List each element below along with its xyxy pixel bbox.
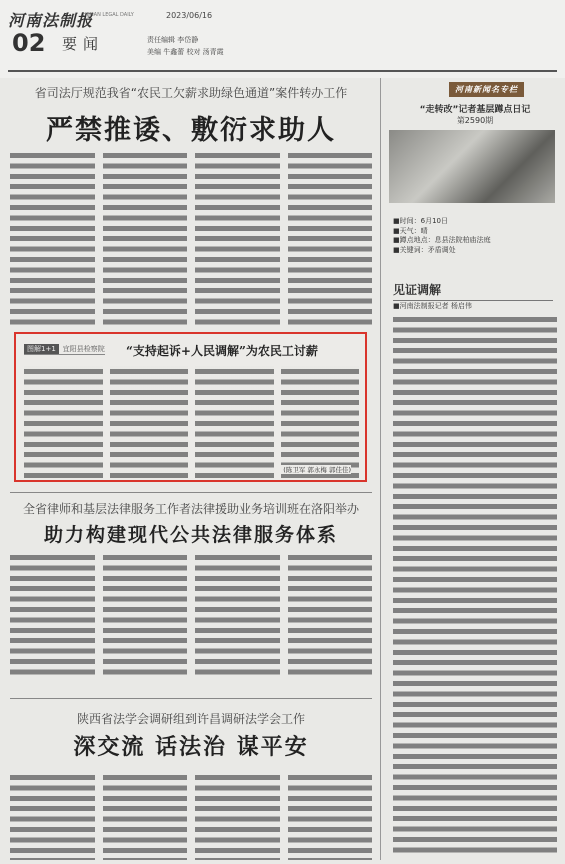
box-column — [281, 366, 360, 478]
text-lines — [288, 552, 373, 680]
text-lines — [393, 314, 557, 858]
info-keyword: ■关键词：矛盾调处 — [393, 245, 456, 254]
masthead-rule — [8, 70, 557, 72]
sidebar-column — [380, 78, 558, 860]
box-column — [110, 366, 189, 478]
story1-headline: 严禁推诿、敷衍求助人 — [46, 115, 336, 146]
text-lines — [103, 552, 188, 680]
story3-headline: 深交流 话法治 谋平安 — [73, 734, 309, 760]
text-lines — [288, 772, 373, 860]
editor-credits — [147, 34, 224, 58]
staff-line: 美编 牛鑫蕾 校对 汤青霞 — [147, 48, 224, 56]
text-lines — [10, 772, 95, 860]
info-time: ■时间：6月10日 — [393, 217, 448, 225]
text-lines — [288, 150, 373, 328]
sidebar-photo — [389, 130, 555, 203]
story3-body — [10, 772, 372, 860]
text-lines — [10, 150, 95, 328]
story2-column — [195, 552, 280, 680]
story2-column — [10, 552, 95, 680]
text-lines — [195, 150, 280, 328]
issue-date: 2023/06/16 — [166, 11, 213, 20]
box-byline: (陈卫军 郭永梅 郭佳佳) — [280, 465, 351, 474]
page-number: 02 — [12, 29, 46, 57]
box-body — [24, 366, 359, 478]
section-name: 要闻 — [62, 35, 105, 53]
story3-column — [195, 772, 280, 860]
story2-kicker: 全省律师和基层法律服务工作者法律援助业务培训班在洛阳举办 — [22, 502, 359, 516]
story2-headline: 助力构建现代公共法律服务体系 — [43, 524, 338, 546]
masthead — [0, 0, 565, 78]
sidebar-brand: 河南新闻名专栏 — [449, 82, 524, 97]
story1-column — [195, 150, 280, 328]
text-lines — [103, 150, 188, 328]
box-tag — [24, 344, 105, 355]
text-lines — [195, 772, 280, 860]
story-divider — [10, 698, 372, 699]
box-headline: “支持起诉+人民调解”为农民工讨薪 — [126, 344, 318, 358]
text-lines — [10, 552, 95, 680]
text-lines — [110, 366, 189, 478]
story3-column — [10, 772, 95, 860]
story3-column — [103, 772, 188, 860]
text-lines — [195, 366, 274, 478]
sidebar-body — [393, 314, 557, 858]
info-weather: ■天气：晴 — [393, 226, 428, 235]
story-divider — [10, 492, 372, 493]
text-lines — [24, 366, 103, 478]
text-lines — [103, 772, 188, 860]
story2-column — [103, 552, 188, 680]
sidebar-info — [393, 217, 491, 255]
box-column — [24, 366, 103, 478]
story3-column — [288, 772, 373, 860]
editor-line: 责任编辑 李岱静 — [147, 36, 199, 44]
newspaper-logo-english: HENAN LEGAL DAILY — [83, 12, 134, 18]
story1-column — [288, 150, 373, 328]
highlighted-story-box — [14, 332, 367, 482]
story1-body — [10, 150, 372, 328]
story2-column — [288, 552, 373, 680]
sidebar-title: “走转改”记者基层蹲点日记 — [419, 105, 531, 115]
box-column — [195, 366, 274, 478]
story1-column — [103, 150, 188, 328]
text-lines — [195, 552, 280, 680]
story1-kicker: 省司法厅规范我省“农民工欠薪求助绿色通道”案件转办工作 — [34, 86, 348, 100]
info-place: ■蹲点地点：息县法院柏庙法庭 — [393, 236, 491, 244]
newspaper-logo: 河南法制报 — [8, 11, 94, 30]
story2-body — [10, 552, 372, 680]
sidebar-issue-number: 第2590期 — [456, 116, 494, 125]
story1-column — [10, 150, 95, 328]
text-lines — [281, 366, 360, 478]
sidebar-byline: ■河南法制报记者 杨启伟 — [393, 302, 472, 310]
box-tag-label: 图解1+1 — [24, 344, 59, 354]
story3-kicker: 陕西省法学会调研组到许昌调研法学会工作 — [76, 712, 305, 726]
sidebar-column-head: 见证调解 — [393, 281, 553, 301]
box-tag-text: 宜阳县检察院 — [62, 345, 105, 353]
